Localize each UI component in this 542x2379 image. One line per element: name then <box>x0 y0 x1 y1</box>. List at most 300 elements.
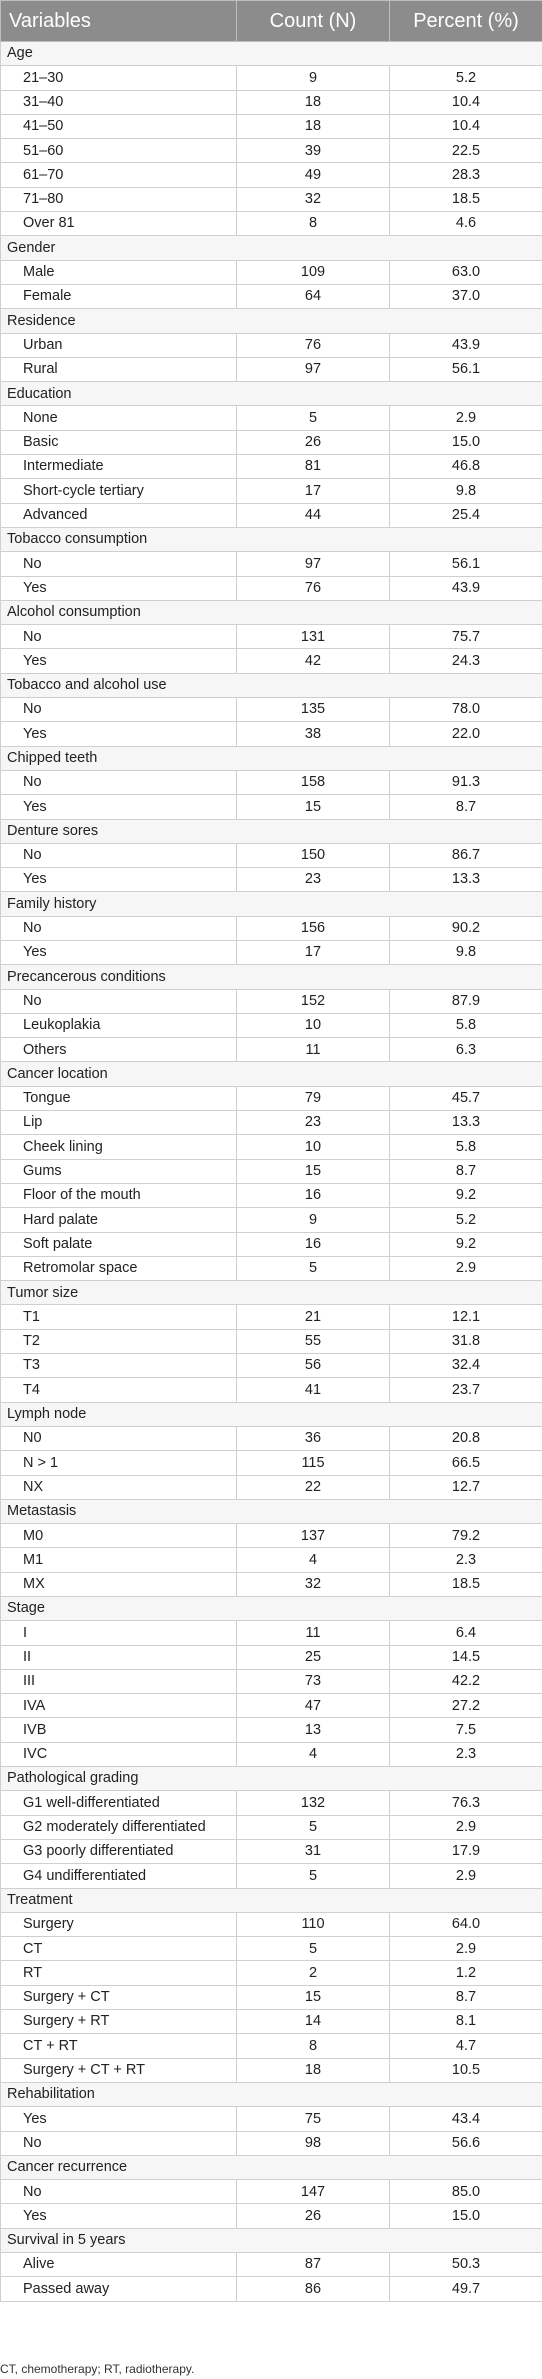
row-percent: 8.7 <box>390 1159 542 1183</box>
row-percent: 75.7 <box>390 625 542 649</box>
row-label: CT + RT <box>1 2034 237 2058</box>
row-count: 25 <box>237 1645 390 1669</box>
row-percent: 15.0 <box>390 2204 542 2228</box>
row-label: No <box>1 625 237 649</box>
table-row <box>1 1475 542 1499</box>
table-row <box>1 1742 542 1766</box>
row-label: Rural <box>1 357 237 381</box>
row-count: 5 <box>237 1937 390 1961</box>
row-count: 5 <box>237 1864 390 1888</box>
row-count: 64 <box>237 284 390 308</box>
category-row <box>1 1402 542 1426</box>
row-label: Male <box>1 260 237 284</box>
row-percent: 76.3 <box>390 1791 542 1815</box>
row-count: 5 <box>237 406 390 430</box>
row-percent: 2.9 <box>390 1256 542 1280</box>
table-row <box>1 1256 542 1280</box>
row-count: 39 <box>237 139 390 163</box>
row-percent: 46.8 <box>390 455 542 479</box>
table-row <box>1 163 542 187</box>
row-percent: 13.3 <box>390 868 542 892</box>
row-label: N0 <box>1 1426 237 1450</box>
row-label: Short-cycle tertiary <box>1 479 237 503</box>
table-row <box>1 1961 542 1985</box>
table-row <box>1 843 542 867</box>
row-count: 132 <box>237 1791 390 1815</box>
table-row <box>1 1086 542 1110</box>
row-count: 11 <box>237 1038 390 1062</box>
row-label: Urban <box>1 333 237 357</box>
row-label: I <box>1 1621 237 1645</box>
row-count: 86 <box>237 2277 390 2301</box>
row-percent: 14.5 <box>390 1645 542 1669</box>
row-percent: 22.0 <box>390 722 542 746</box>
row-percent: 2.3 <box>390 1548 542 1572</box>
table-row <box>1 1013 542 1037</box>
row-label: No <box>1 989 237 1013</box>
category-label: Cancer recurrence <box>1 2155 542 2179</box>
category-row <box>1 1597 542 1621</box>
row-percent: 43.9 <box>390 576 542 600</box>
row-label: N > 1 <box>1 1451 237 1475</box>
row-count: 15 <box>237 795 390 819</box>
row-count: 26 <box>237 430 390 454</box>
row-count: 49 <box>237 163 390 187</box>
row-percent: 86.7 <box>390 843 542 867</box>
table-row <box>1 698 542 722</box>
row-label: G3 poorly differentiated <box>1 1839 237 1863</box>
row-label: T2 <box>1 1329 237 1353</box>
row-percent: 2.3 <box>390 1742 542 1766</box>
row-percent: 13.3 <box>390 1111 542 1135</box>
table-row <box>1 1524 542 1548</box>
row-percent: 8.7 <box>390 1985 542 2009</box>
table-row <box>1 2010 542 2034</box>
category-label: Family history <box>1 892 542 916</box>
row-label: Yes <box>1 576 237 600</box>
row-count: 13 <box>237 1718 390 1742</box>
row-percent: 5.2 <box>390 66 542 90</box>
row-count: 137 <box>237 1524 390 1548</box>
row-label: 71–80 <box>1 187 237 211</box>
table-row <box>1 2107 542 2131</box>
row-percent: 43.4 <box>390 2107 542 2131</box>
row-label: Retromolar space <box>1 1256 237 1280</box>
table-row <box>1 1985 542 2009</box>
row-count: 47 <box>237 1694 390 1718</box>
category-label: Tobacco consumption <box>1 527 542 551</box>
category-row <box>1 746 542 770</box>
row-count: 17 <box>237 940 390 964</box>
row-count: 22 <box>237 1475 390 1499</box>
table-row <box>1 1548 542 1572</box>
row-count: 8 <box>237 2034 390 2058</box>
category-label: Education <box>1 382 542 406</box>
row-label: II <box>1 1645 237 1669</box>
row-label: 51–60 <box>1 139 237 163</box>
row-count: 18 <box>237 2058 390 2082</box>
row-count: 158 <box>237 770 390 794</box>
table-row <box>1 66 542 90</box>
row-count: 152 <box>237 989 390 1013</box>
table-row <box>1 455 542 479</box>
row-count: 17 <box>237 479 390 503</box>
table-row <box>1 1135 542 1159</box>
row-label: Advanced <box>1 503 237 527</box>
row-label: T1 <box>1 1305 237 1329</box>
table-row <box>1 722 542 746</box>
row-label: No <box>1 916 237 940</box>
category-label: Alcohol consumption <box>1 600 542 624</box>
table-footnote: CT, chemotherapy; RT, radiotherapy. <box>0 2362 195 2376</box>
row-percent: 6.4 <box>390 1621 542 1645</box>
row-count: 75 <box>237 2107 390 2131</box>
table-row <box>1 1232 542 1256</box>
row-label: No <box>1 552 237 576</box>
row-percent: 42.2 <box>390 1669 542 1693</box>
table-row <box>1 1621 542 1645</box>
row-label: 41–50 <box>1 114 237 138</box>
row-count: 76 <box>237 576 390 600</box>
row-label: Yes <box>1 2204 237 2228</box>
table-row <box>1 2180 542 2204</box>
table-row <box>1 916 542 940</box>
row-percent: 37.0 <box>390 284 542 308</box>
row-label: Intermediate <box>1 455 237 479</box>
row-label: None <box>1 406 237 430</box>
row-label: Over 81 <box>1 212 237 236</box>
category-row <box>1 2155 542 2179</box>
table-row <box>1 357 542 381</box>
row-count: 31 <box>237 1839 390 1863</box>
table-row <box>1 1305 542 1329</box>
row-percent: 63.0 <box>390 260 542 284</box>
row-percent: 9.2 <box>390 1232 542 1256</box>
category-label: Metastasis <box>1 1499 542 1523</box>
table-row <box>1 1572 542 1596</box>
row-count: 9 <box>237 1208 390 1232</box>
table-body <box>1 42 542 2302</box>
category-row <box>1 965 542 989</box>
row-count: 97 <box>237 357 390 381</box>
category-label: Chipped teeth <box>1 746 542 770</box>
row-percent: 4.7 <box>390 2034 542 2058</box>
table-row <box>1 1378 542 1402</box>
row-percent: 49.7 <box>390 2277 542 2301</box>
category-label: Lymph node <box>1 1402 542 1426</box>
row-label: No <box>1 843 237 867</box>
row-percent: 25.4 <box>390 503 542 527</box>
row-label: 31–40 <box>1 90 237 114</box>
row-count: 97 <box>237 552 390 576</box>
row-percent: 27.2 <box>390 1694 542 1718</box>
table-row <box>1 1111 542 1135</box>
row-count: 15 <box>237 1159 390 1183</box>
row-percent: 9.8 <box>390 940 542 964</box>
row-percent: 50.3 <box>390 2253 542 2277</box>
row-percent: 10.4 <box>390 90 542 114</box>
category-row <box>1 309 542 333</box>
table-row <box>1 940 542 964</box>
category-label: Tobacco and alcohol use <box>1 673 542 697</box>
table-row <box>1 625 542 649</box>
category-label: Denture sores <box>1 819 542 843</box>
row-percent: 5.8 <box>390 1135 542 1159</box>
row-count: 110 <box>237 1912 390 1936</box>
category-row <box>1 1888 542 1912</box>
header-count: Count (N) <box>237 1 390 42</box>
row-percent: 12.7 <box>390 1475 542 1499</box>
row-count: 147 <box>237 2180 390 2204</box>
category-label: Stage <box>1 1597 542 1621</box>
row-percent: 9.8 <box>390 479 542 503</box>
category-label: Age <box>1 42 542 66</box>
row-percent: 15.0 <box>390 430 542 454</box>
table-row <box>1 1038 542 1062</box>
table-row <box>1 1645 542 1669</box>
row-label: Soft palate <box>1 1232 237 1256</box>
table-row <box>1 1791 542 1815</box>
row-percent: 18.5 <box>390 187 542 211</box>
row-percent: 32.4 <box>390 1354 542 1378</box>
table-row <box>1 333 542 357</box>
table-row <box>1 1354 542 1378</box>
row-label: IVB <box>1 1718 237 1742</box>
table-row <box>1 479 542 503</box>
row-count: 21 <box>237 1305 390 1329</box>
category-label: Tumor size <box>1 1281 542 1305</box>
table-row <box>1 406 542 430</box>
row-label: III <box>1 1669 237 1693</box>
table-row <box>1 649 542 673</box>
category-row <box>1 382 542 406</box>
row-label: Others <box>1 1038 237 1062</box>
row-count: 8 <box>237 212 390 236</box>
row-percent: 2.9 <box>390 406 542 430</box>
table-row <box>1 576 542 600</box>
category-label: Precancerous conditions <box>1 965 542 989</box>
row-percent: 2.9 <box>390 1937 542 1961</box>
table-row <box>1 114 542 138</box>
row-percent: 56.1 <box>390 552 542 576</box>
row-count: 18 <box>237 90 390 114</box>
row-label: RT <box>1 1961 237 1985</box>
row-label: MX <box>1 1572 237 1596</box>
table-row <box>1 989 542 1013</box>
row-label: Passed away <box>1 2277 237 2301</box>
table-row <box>1 1329 542 1353</box>
row-percent: 78.0 <box>390 698 542 722</box>
table-row <box>1 1815 542 1839</box>
table-row <box>1 2058 542 2082</box>
row-percent: 79.2 <box>390 1524 542 1548</box>
table-row <box>1 2131 542 2155</box>
row-count: 44 <box>237 503 390 527</box>
row-percent: 56.1 <box>390 357 542 381</box>
row-percent: 9.2 <box>390 1183 542 1207</box>
row-count: 23 <box>237 868 390 892</box>
category-label: Residence <box>1 309 542 333</box>
row-count: 79 <box>237 1086 390 1110</box>
row-count: 14 <box>237 2010 390 2034</box>
table-row <box>1 795 542 819</box>
row-percent: 4.6 <box>390 212 542 236</box>
header-row <box>1 1 542 42</box>
row-count: 42 <box>237 649 390 673</box>
table-row <box>1 1864 542 1888</box>
row-percent: 7.5 <box>390 1718 542 1742</box>
row-count: 10 <box>237 1135 390 1159</box>
row-count: 10 <box>237 1013 390 1037</box>
table-row <box>1 1183 542 1207</box>
row-label: Yes <box>1 868 237 892</box>
row-percent: 12.1 <box>390 1305 542 1329</box>
row-percent: 56.6 <box>390 2131 542 2155</box>
table-row <box>1 430 542 454</box>
row-label: Yes <box>1 722 237 746</box>
row-label: T4 <box>1 1378 237 1402</box>
row-label: Surgery <box>1 1912 237 1936</box>
row-percent: 8.7 <box>390 795 542 819</box>
row-count: 150 <box>237 843 390 867</box>
table-row <box>1 1718 542 1742</box>
row-count: 2 <box>237 1961 390 1985</box>
row-count: 56 <box>237 1354 390 1378</box>
category-label: Cancer location <box>1 1062 542 1086</box>
category-row <box>1 600 542 624</box>
category-row <box>1 673 542 697</box>
table-row <box>1 139 542 163</box>
row-percent: 8.1 <box>390 2010 542 2034</box>
row-label: Female <box>1 284 237 308</box>
row-percent: 31.8 <box>390 1329 542 1353</box>
row-count: 73 <box>237 1669 390 1693</box>
row-percent: 85.0 <box>390 2180 542 2204</box>
row-count: 98 <box>237 2131 390 2155</box>
row-label: Gums <box>1 1159 237 1183</box>
row-percent: 10.4 <box>390 114 542 138</box>
row-label: 61–70 <box>1 163 237 187</box>
row-percent: 23.7 <box>390 1378 542 1402</box>
category-label: Rehabilitation <box>1 2082 542 2106</box>
row-percent: 66.5 <box>390 1451 542 1475</box>
row-percent: 45.7 <box>390 1086 542 1110</box>
row-count: 76 <box>237 333 390 357</box>
row-label: IVC <box>1 1742 237 1766</box>
row-label: Surgery + RT <box>1 2010 237 2034</box>
table-row <box>1 212 542 236</box>
table-row <box>1 1208 542 1232</box>
row-label: No <box>1 2131 237 2155</box>
row-count: 26 <box>237 2204 390 2228</box>
row-count: 156 <box>237 916 390 940</box>
row-label: Yes <box>1 940 237 964</box>
table-row <box>1 187 542 211</box>
table-row <box>1 2253 542 2277</box>
row-label: Yes <box>1 2107 237 2131</box>
category-row <box>1 1281 542 1305</box>
row-percent: 20.8 <box>390 1426 542 1450</box>
row-count: 32 <box>237 187 390 211</box>
row-label: No <box>1 2180 237 2204</box>
row-label: Tongue <box>1 1086 237 1110</box>
row-count: 36 <box>237 1426 390 1450</box>
row-percent: 18.5 <box>390 1572 542 1596</box>
table-row <box>1 1694 542 1718</box>
table-row <box>1 552 542 576</box>
row-label: Surgery + CT + RT <box>1 2058 237 2082</box>
category-row <box>1 1062 542 1086</box>
row-count: 9 <box>237 66 390 90</box>
row-label: G1 well-differentiated <box>1 1791 237 1815</box>
row-count: 4 <box>237 1742 390 1766</box>
row-count: 81 <box>237 455 390 479</box>
row-percent: 28.3 <box>390 163 542 187</box>
category-label: Pathological grading <box>1 1767 542 1791</box>
category-row <box>1 1499 542 1523</box>
row-label: NX <box>1 1475 237 1499</box>
row-percent: 90.2 <box>390 916 542 940</box>
row-label: Yes <box>1 795 237 819</box>
table-row <box>1 1426 542 1450</box>
row-count: 32 <box>237 1572 390 1596</box>
row-count: 15 <box>237 1985 390 2009</box>
row-percent: 24.3 <box>390 649 542 673</box>
row-label: 21–30 <box>1 66 237 90</box>
row-label: CT <box>1 1937 237 1961</box>
row-count: 131 <box>237 625 390 649</box>
row-count: 4 <box>237 1548 390 1572</box>
category-row <box>1 42 542 66</box>
table-row <box>1 868 542 892</box>
row-label: Cheek lining <box>1 1135 237 1159</box>
row-percent: 43.9 <box>390 333 542 357</box>
row-percent: 5.8 <box>390 1013 542 1037</box>
row-percent: 2.9 <box>390 1815 542 1839</box>
table-row <box>1 1937 542 1961</box>
row-count: 41 <box>237 1378 390 1402</box>
row-label: Lip <box>1 1111 237 1135</box>
table-row <box>1 770 542 794</box>
table-row <box>1 2204 542 2228</box>
row-count: 18 <box>237 114 390 138</box>
row-percent: 17.9 <box>390 1839 542 1863</box>
row-label: Surgery + CT <box>1 1985 237 2009</box>
row-count: 5 <box>237 1815 390 1839</box>
row-count: 55 <box>237 1329 390 1353</box>
row-count: 11 <box>237 1621 390 1645</box>
category-row <box>1 892 542 916</box>
row-percent: 91.3 <box>390 770 542 794</box>
table-header <box>1 1 542 42</box>
row-percent: 2.9 <box>390 1864 542 1888</box>
row-label: T3 <box>1 1354 237 1378</box>
row-label: Leukoplakia <box>1 1013 237 1037</box>
table-row <box>1 2277 542 2301</box>
row-label: Alive <box>1 2253 237 2277</box>
row-label: IVA <box>1 1694 237 1718</box>
row-label: No <box>1 698 237 722</box>
row-label: Floor of the mouth <box>1 1183 237 1207</box>
row-count: 38 <box>237 722 390 746</box>
row-label: Yes <box>1 649 237 673</box>
category-label: Treatment <box>1 1888 542 1912</box>
header-variables: Variables <box>1 1 237 42</box>
row-count: 135 <box>237 698 390 722</box>
row-count: 5 <box>237 1256 390 1280</box>
row-percent: 64.0 <box>390 1912 542 1936</box>
row-label: Basic <box>1 430 237 454</box>
